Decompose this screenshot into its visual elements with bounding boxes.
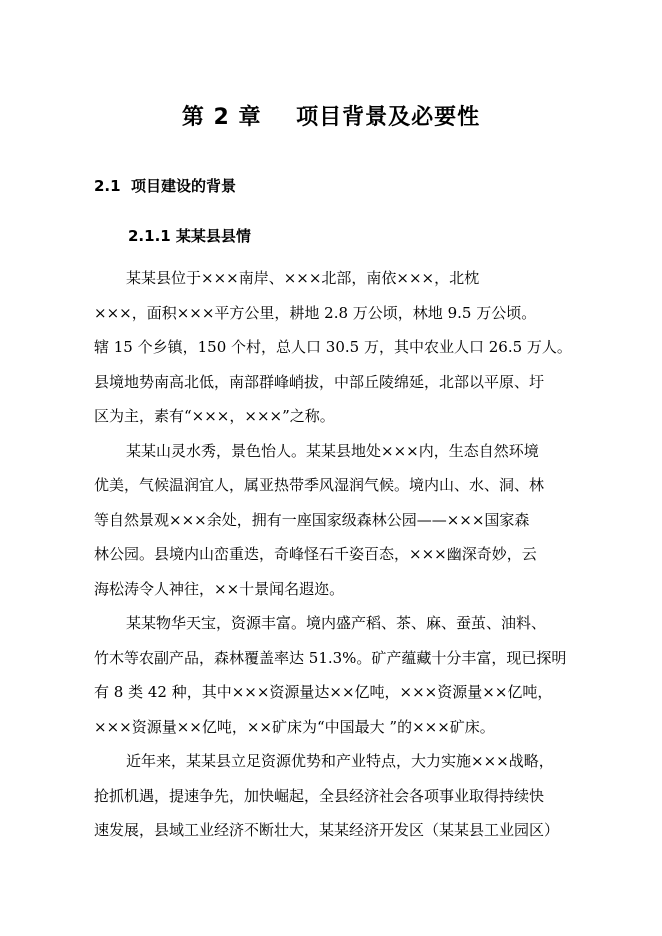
body-text [94,261,584,848]
subsection-title: 2.1.1 某某县县情 [128,227,251,245]
body-line: 辖 15 个乡镇，150 个村，总人口 30.5 万，其中农业人口 26.5 万人。 [94,338,572,356]
body-line: ×××资源量××亿吨，××矿床为“中国最大 ”的×××矿床。 [94,717,495,736]
section-title: 2.1 项目建设的背景 [94,177,237,195]
chapter-title: 第 2 章 项目背景及必要性 [181,105,481,130]
body-line: 区为主，素有“×××，×××”之称。 [94,407,335,425]
body-line: 有 8 类 42 种，其中×××资源量达××亿吨，×××资源量××亿吨， [94,683,553,701]
body-line: 优美，气候温润宜人，属亚热带季风湿润气候。境内山、水、洞、林 [94,476,545,494]
body-line: 竹木等农副产品，森林覆盖率达 51.3%。矿产蕴藏十分丰富，现已探明 [94,648,567,667]
body-line: 某某县位于×××南岸、×××北部，南依×××，北枕 [126,269,480,287]
body-line: 速发展，县域工业经济不断壮大，某某经济开发区（某某县工业园区） [94,821,560,839]
body-line: ×××，面积×××平方公里，耕地 2.8 万公顷，林地 9.5 万公顷。 [94,303,537,322]
body-line: 海松涛令人神往，××十景闻名遐迩。 [94,579,345,598]
body-line: 近年来，某某县立足资源优势和产业特点，大力实施×××战略， [126,752,554,770]
body-line: 林公园。县境内山峦重迭，奇峰怪石千姿百态，×××幽深奇妙，云 [94,545,537,563]
body-line: 县境地势南高北低，南部群峰峭拔，中部丘陵绵延，北部以平原、圩 [94,372,545,391]
body-line: 等自然景观×××余处，拥有一座国家级森林公园——×××国家森 [94,510,530,529]
body-line: 某某山灵水秀，景色怡人。某某县地处×××内，生态自然环境 [126,441,539,460]
body-line: 某某物华天宝，资源丰富。境内盛产稻、茶、麻、蚕茧、油料、 [126,614,547,632]
body-line: 抢抓机遇，提速争先，加快崛起，全县经济社会各项事业取得持续快 [94,786,545,805]
